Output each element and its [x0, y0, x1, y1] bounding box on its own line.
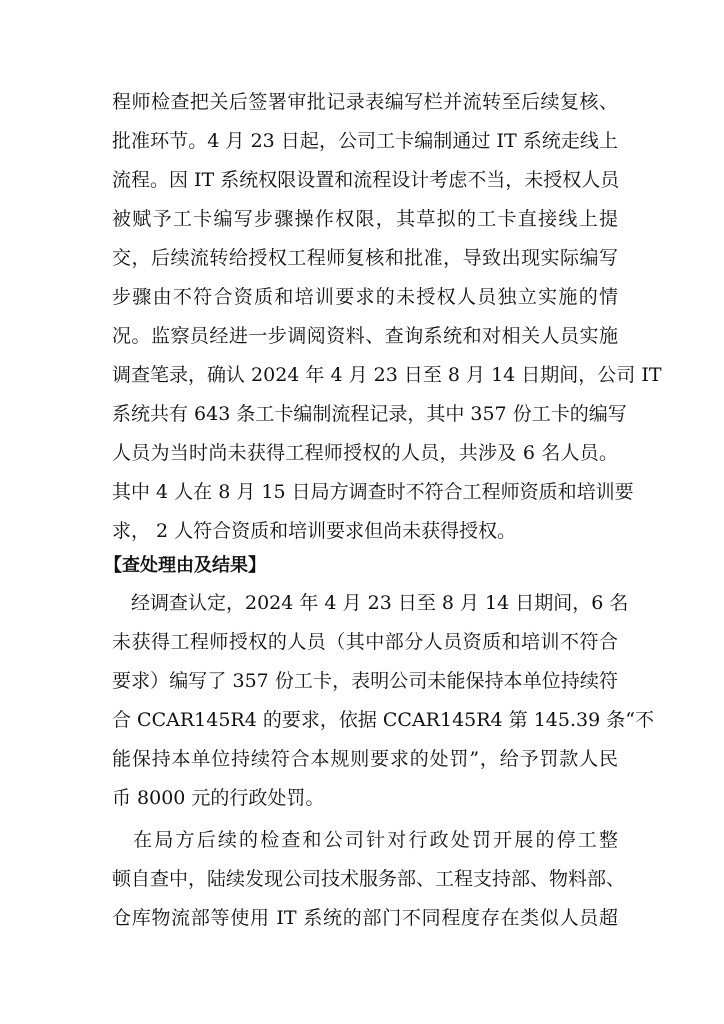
text-line: 未获得工程师授权的人员（其中部分人员资质和培训不符合 — [112, 631, 618, 653]
text-line: 人员为当时尚未获得工程师授权的人员，共涉及 6 名人员。 — [112, 442, 618, 464]
text-line: 程师检查把关后签署审批记录表编写栏并流转至后续复核、 — [112, 91, 618, 113]
text-line: 合 CCAR145R4 的要求，依据 CCAR145R4 第 145.39 条“不 — [112, 709, 654, 731]
text-line: 流程。因 IT 系统权限设置和流程设计考虑不当，未授权人员 — [112, 169, 620, 191]
text-line: 调查笔录，确认 2024 年 4 月 23 日至 8 月 14 日期间，公司 IT — [112, 364, 662, 386]
text-line: 况。监察员经进一步调阅资料、查询系统和对相关人员实施 — [112, 325, 618, 347]
text-line: 币 8000 元的行政处罚。 — [112, 787, 325, 809]
section-heading: 【查处理由及结果】 — [104, 555, 266, 576]
text-line: 系统共有 643 条工卡编制流程记录，其中 357 份工卡的编写 — [112, 403, 627, 425]
text-line: 批准环节。4 月 23 日起，公司工卡编制通过 IT 系统走线上 — [112, 130, 618, 152]
text-line: 经调查认定，2024 年 4 月 23 日至 8 月 14 日期间，6 名 — [112, 592, 629, 614]
text-line: 能保持本单位持续符合本规则要求的处罚”，给予罚款人民 — [112, 748, 618, 770]
text-line: 求， 2 人符合资质和培训要求但尚未获得授权。 — [112, 520, 517, 542]
text-line: 步骤由不符合资质和培训要求的未授权人员独立实施的情 — [112, 286, 618, 308]
text-line: 仓库物流部等使用 IT 系统的部门不同程度存在类似人员超 — [112, 907, 618, 929]
text-line: 顿自查中，陆续发现公司技术服务部、工程支持部、物料部、 — [112, 868, 626, 890]
text-line: 交，后续流转给授权工程师复核和批准，导致出现实际编写 — [112, 247, 618, 269]
text-line: 被赋予工卡编写步骤操作权限，其草拟的工卡直接线上提 — [112, 208, 618, 230]
text-line: 其中 4 人在 8 月 15 日局方调查时不符合工程师资质和培训要 — [112, 481, 634, 503]
text-line: 要求）编写了 357 份工卡，表明公司未能保持本单位持续符 — [112, 670, 618, 692]
text-line: 在局方后续的检查和公司针对行政处罚开展的停工整 — [112, 829, 618, 851]
